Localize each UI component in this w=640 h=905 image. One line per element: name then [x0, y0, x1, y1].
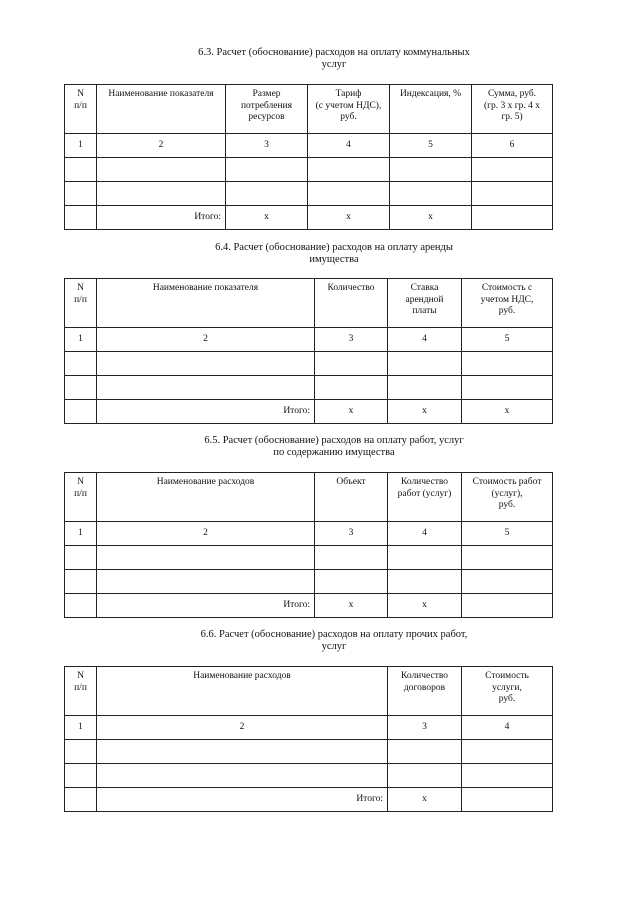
- empty-cell[interactable]: [462, 546, 553, 570]
- table-header-row: [65, 85, 553, 134]
- section-title-line: 6.5. Расчет (обоснование) расходов на оплату работ, услуг: [204, 435, 464, 446]
- total-value: x: [315, 594, 388, 618]
- total-value: x: [308, 206, 390, 230]
- column-number: 1: [65, 522, 97, 546]
- total-value: x: [388, 594, 462, 618]
- section-title-line: услуг: [321, 59, 347, 70]
- empty-cell[interactable]: [308, 182, 390, 206]
- header-cell: Стоимость работ (услуг), руб.: [462, 473, 553, 522]
- empty-cell[interactable]: [388, 352, 462, 376]
- column-number: 5: [462, 328, 553, 352]
- total-row: [65, 206, 553, 230]
- empty-cell[interactable]: [226, 158, 308, 182]
- table-row: [65, 570, 553, 594]
- empty-cell[interactable]: [388, 740, 462, 764]
- empty-cell[interactable]: [97, 740, 388, 764]
- total-value: x: [388, 400, 462, 424]
- empty-cell: [65, 206, 97, 230]
- empty-cell: [65, 400, 97, 424]
- section-title-line: 6.3. Расчет (обоснование) расходов на оплату коммунальных: [198, 47, 470, 58]
- header-cell: N п/п: [65, 279, 97, 328]
- header-cell: N п/п: [65, 85, 97, 134]
- empty-cell[interactable]: [462, 570, 553, 594]
- section-title-line: 6.6. Расчет (обоснование) расходов на оплату прочих работ,: [200, 629, 468, 640]
- empty-cell[interactable]: [462, 352, 553, 376]
- empty-cell[interactable]: [315, 570, 388, 594]
- empty-cell[interactable]: [226, 182, 308, 206]
- empty-cell[interactable]: [65, 546, 97, 570]
- column-number: 4: [388, 522, 462, 546]
- header-cell: Тариф (с учетом НДС), руб.: [308, 85, 390, 134]
- table-row: [65, 158, 553, 182]
- total-value: x: [315, 400, 388, 424]
- table-row: [65, 546, 553, 570]
- total-value[interactable]: [462, 788, 553, 812]
- header-cell: Стоимость услуги, руб.: [462, 667, 553, 716]
- column-number: 2: [97, 522, 315, 546]
- column-number: 1: [65, 134, 97, 158]
- column-number: 6: [472, 134, 553, 158]
- empty-cell[interactable]: [472, 158, 553, 182]
- empty-cell[interactable]: [65, 182, 97, 206]
- header-cell: Наименование показателя: [97, 85, 226, 134]
- empty-cell[interactable]: [97, 158, 226, 182]
- empty-cell[interactable]: [315, 546, 388, 570]
- column-number: 2: [97, 134, 226, 158]
- total-label: Итого:: [97, 594, 315, 618]
- header-cell: Наименование показателя: [97, 279, 315, 328]
- empty-cell: [65, 788, 97, 812]
- column-number: 5: [462, 522, 553, 546]
- table-row: [65, 352, 553, 376]
- table-row: [65, 376, 553, 400]
- empty-cell[interactable]: [65, 570, 97, 594]
- empty-cell[interactable]: [388, 764, 462, 788]
- section-title-line: услуг: [321, 641, 347, 652]
- empty-cell[interactable]: [390, 158, 472, 182]
- empty-cell[interactable]: [65, 764, 97, 788]
- header-cell: Наименование расходов: [97, 473, 315, 522]
- column-number-row: [65, 716, 553, 740]
- column-number: 4: [462, 716, 553, 740]
- column-number-row: [65, 522, 553, 546]
- empty-cell[interactable]: [315, 376, 388, 400]
- section-title-line: имущества: [309, 254, 359, 265]
- table-utilities: [64, 84, 553, 230]
- column-number: 5: [390, 134, 472, 158]
- total-label: Итого:: [97, 788, 388, 812]
- table-row: [65, 764, 553, 788]
- empty-cell[interactable]: [97, 546, 315, 570]
- column-number: 2: [97, 716, 388, 740]
- empty-cell[interactable]: [315, 352, 388, 376]
- empty-cell[interactable]: [388, 376, 462, 400]
- total-row: [65, 400, 553, 424]
- total-value[interactable]: [462, 594, 553, 618]
- table-header-row: [65, 279, 553, 328]
- column-number: 4: [308, 134, 390, 158]
- header-cell: Ставка арендной платы: [388, 279, 462, 328]
- total-label: Итого:: [97, 400, 315, 424]
- empty-cell[interactable]: [65, 376, 97, 400]
- empty-cell[interactable]: [97, 376, 315, 400]
- empty-cell: [65, 594, 97, 618]
- empty-cell[interactable]: [388, 546, 462, 570]
- column-number: 1: [65, 328, 97, 352]
- empty-cell[interactable]: [97, 570, 315, 594]
- total-label: Итого:: [97, 206, 226, 230]
- empty-cell[interactable]: [97, 182, 226, 206]
- empty-cell[interactable]: [390, 182, 472, 206]
- section-title-6-5: [60, 435, 608, 459]
- table-rent: [64, 278, 553, 424]
- section-title-6-3: [60, 47, 608, 71]
- empty-cell[interactable]: [65, 740, 97, 764]
- empty-cell[interactable]: [472, 182, 553, 206]
- header-cell: Количество работ (услуг): [388, 473, 462, 522]
- total-row: [65, 594, 553, 618]
- header-cell: Сумма, руб. (гр. 3 x гр. 4 x гр. 5): [472, 85, 553, 134]
- header-cell: Объект: [315, 473, 388, 522]
- header-cell: Размер потребления ресурсов: [226, 85, 308, 134]
- total-value: x: [462, 400, 553, 424]
- section-title-line: 6.4. Расчет (обоснование) расходов на оплату аренды: [215, 242, 453, 253]
- column-number: 3: [315, 328, 388, 352]
- total-value: x: [226, 206, 308, 230]
- empty-cell[interactable]: [462, 740, 553, 764]
- section-title-6-6: [60, 629, 608, 653]
- total-value: x: [390, 206, 472, 230]
- table-header-row: [65, 667, 553, 716]
- column-number: 3: [388, 716, 462, 740]
- empty-cell[interactable]: [308, 158, 390, 182]
- table-maintenance: [64, 472, 553, 618]
- section-title-line: по содержанию имущества: [273, 447, 395, 458]
- empty-cell[interactable]: [388, 570, 462, 594]
- empty-cell[interactable]: [97, 764, 388, 788]
- column-number: 4: [388, 328, 462, 352]
- column-number: 3: [226, 134, 308, 158]
- header-cell: Количество договоров: [388, 667, 462, 716]
- header-cell: Наименование расходов: [97, 667, 388, 716]
- empty-cell[interactable]: [462, 376, 553, 400]
- table-header-row: [65, 473, 553, 522]
- column-number: 2: [97, 328, 315, 352]
- total-value: x: [388, 788, 462, 812]
- total-row: [65, 788, 553, 812]
- total-value[interactable]: [472, 206, 553, 230]
- table-row: [65, 182, 553, 206]
- table-other-services: [64, 666, 553, 812]
- column-number-row: [65, 328, 553, 352]
- column-number-row: [65, 134, 553, 158]
- column-number: 1: [65, 716, 97, 740]
- header-cell: N п/п: [65, 667, 97, 716]
- empty-cell[interactable]: [97, 352, 315, 376]
- empty-cell[interactable]: [65, 158, 97, 182]
- header-cell: Индексация, %: [390, 85, 472, 134]
- table-row: [65, 740, 553, 764]
- header-cell: N п/п: [65, 473, 97, 522]
- header-cell: Количество: [315, 279, 388, 328]
- section-title-6-4: [60, 242, 608, 266]
- header-cell: Стоимость с учетом НДС, руб.: [462, 279, 553, 328]
- empty-cell[interactable]: [65, 352, 97, 376]
- column-number: 3: [315, 522, 388, 546]
- empty-cell[interactable]: [462, 764, 553, 788]
